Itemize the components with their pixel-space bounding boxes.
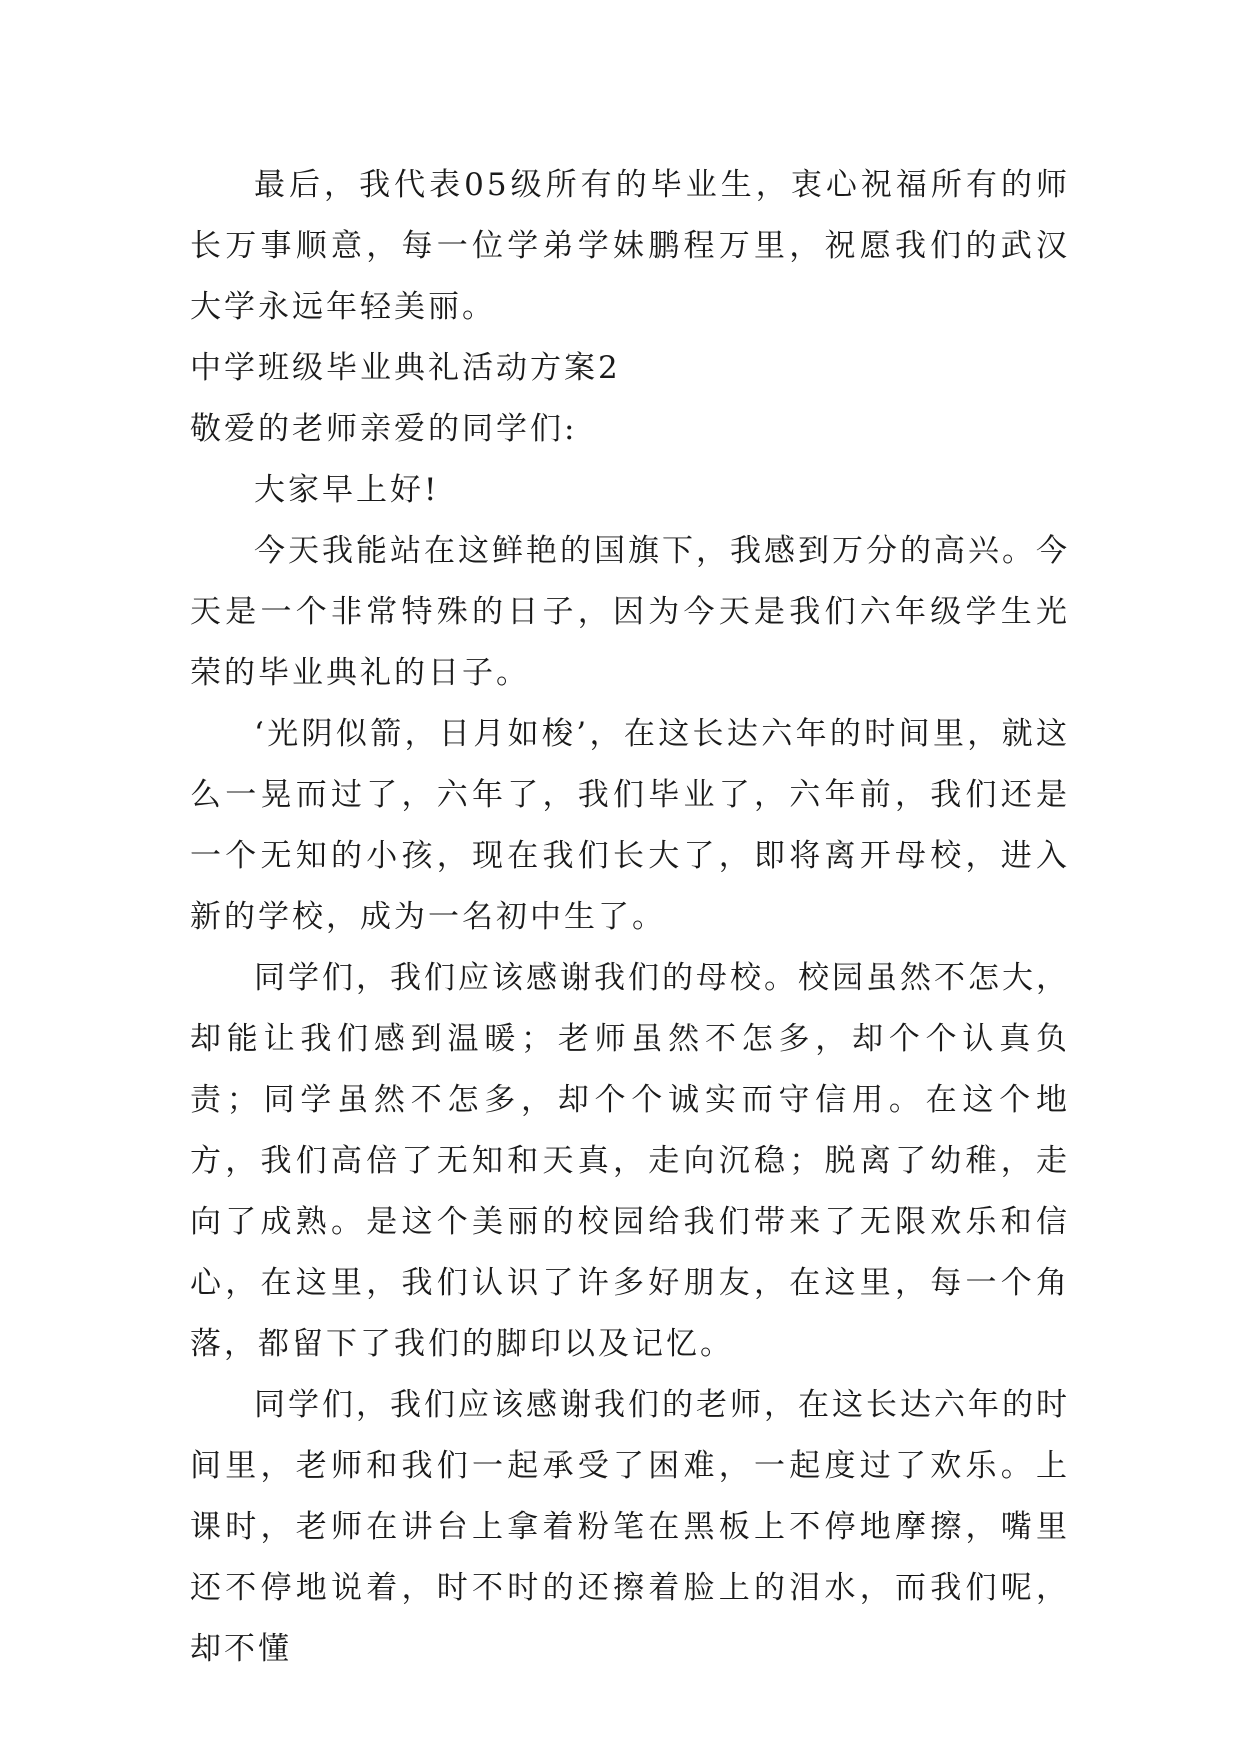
paragraph-thank-school: 同学们，我们应该感谢我们的母校。校园虽然不怎大，却能让我们感到温暖；老师虽然不怎多，却个个认真负责；同学虽然不怎多，却个个诚实而守信用。在这个地方，我们高倍了无知和天真，走向沉稳；脱离了幼稚，走向了成熟。是这个美丽的校园给我们带来了无限欢乐和信心，在这里，我们认识了许多好朋友，在这里，每一个角落，都留下了我们的脚印以及记忆。 [190,960,1070,1362]
salutation: 敬爱的老师亲爱的同学们: [190,411,578,447]
paragraph-closing-wishes: 最后，我代表05级所有的毕业生，衷心祝福所有的师长万事顺意，每一位学弟学妹鹏程万里，祝愿我们的武汉大学永远年轻美丽。 [190,167,1070,325]
document-body [190,155,1070,1680]
greeting: 大家早上好! [254,472,440,508]
paragraph-thank-teachers: 同学们，我们应该感谢我们的老师，在这长达六年的时间里，老师和我们一起承受了困难，一起度过了欢乐。上课时，老师在讲台上拿着粉笔在黑板上不停地摩擦，嘴里还不停地说着，时不时的还擦着脸上的泪水，而我们呢，却不懂 [190,1387,1070,1667]
section-heading: 中学班级毕业典礼活动方案2 [190,350,621,386]
paragraph-time-flies: ‘光阴似箭，日月如梭’，在这长达六年的时间里，就这么一晃而过了，六年了，我们毕业了，六年前，我们还是一个无知的小孩，现在我们长大了，即将离开母校，进入新的学校，成为一名初中生了。 [190,716,1070,935]
paragraph-today: 今天我能站在这鲜艳的国旗下，我感到万分的高兴。今天是一个非常特殊的日子，因为今天是我们六年级学生光荣的毕业典礼的日子。 [190,533,1070,691]
